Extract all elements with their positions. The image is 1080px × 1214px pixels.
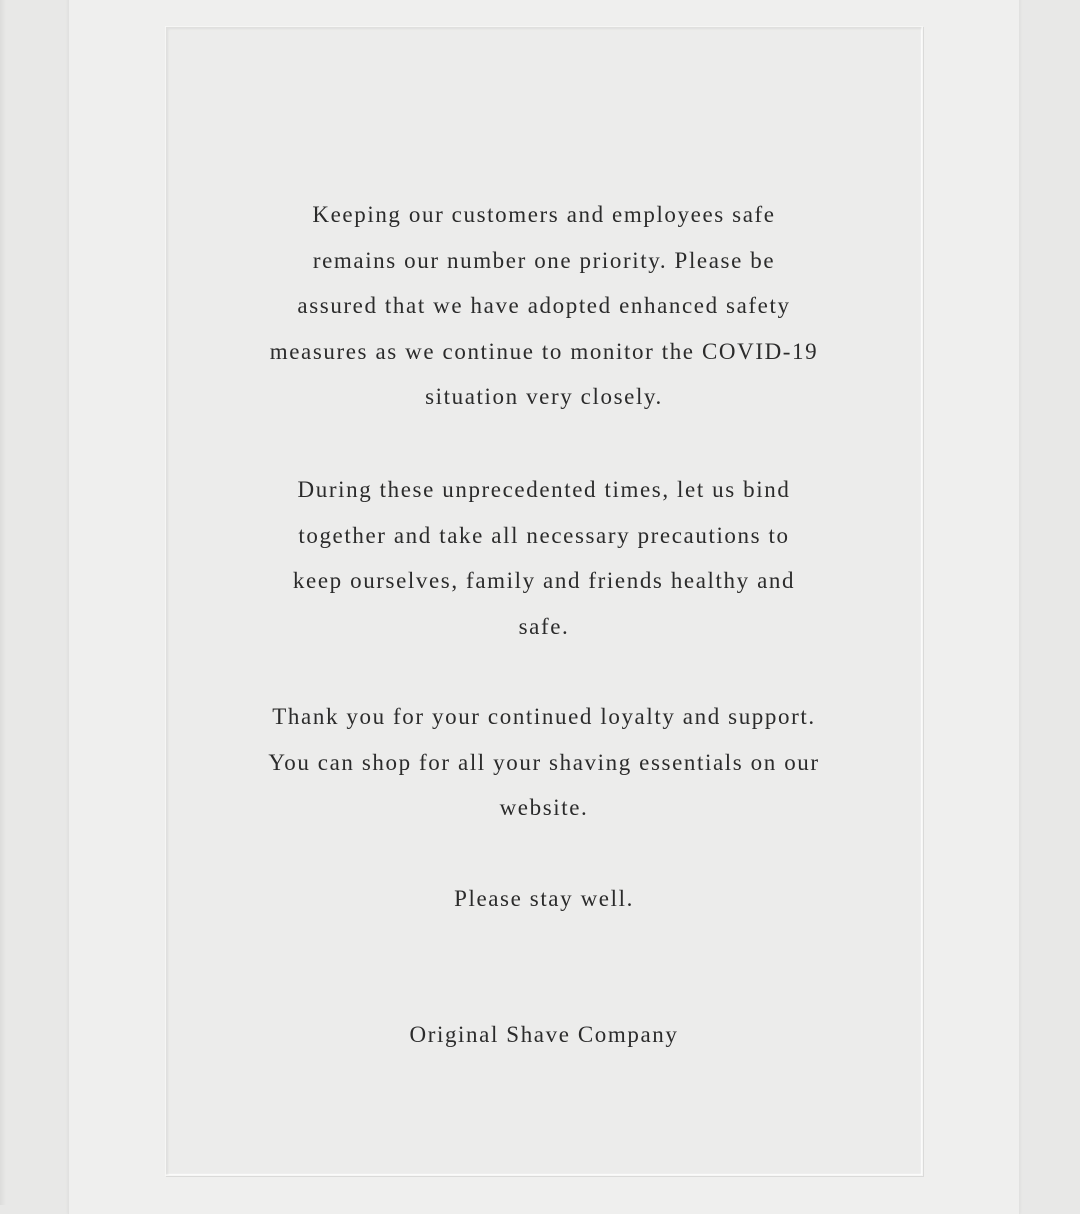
paragraph-thanks [166,694,922,831]
paragraph-line: Keeping our customers and employees safe [312,202,776,227]
paragraph-line: measures as we continue to monitor the COVID-19 [269,338,819,364]
closing-line [166,876,922,922]
paragraph-safety [166,192,922,420]
paragraph-line: keep ourselves, family and friends healthy and [292,568,796,593]
paragraph-line: Thank you for your continued loyalty and support. [272,704,816,729]
signature [166,1012,922,1058]
paragraph-line: safe. [518,613,570,639]
signature-text: Original Shave Company [409,1022,679,1047]
paragraph-line: You can shop for all your shaving essentials on our [268,749,820,775]
notice-panel [166,27,922,1175]
paragraph-line: website. [499,795,589,820]
paragraph-line: situation very closely. [425,384,663,409]
closing-text: Please stay well. [454,886,634,911]
paragraph-line: remains our number one priority. Please be [312,247,776,273]
paragraph-line: During these unprecedented times, let us bind [297,477,791,502]
paragraph-precautions [166,467,922,649]
page-edge-shadow [0,0,6,1205]
paragraph-line: assured that we have adopted enhanced safety [297,293,791,318]
paragraph-line: together and take all necessary precautions to [298,522,790,548]
